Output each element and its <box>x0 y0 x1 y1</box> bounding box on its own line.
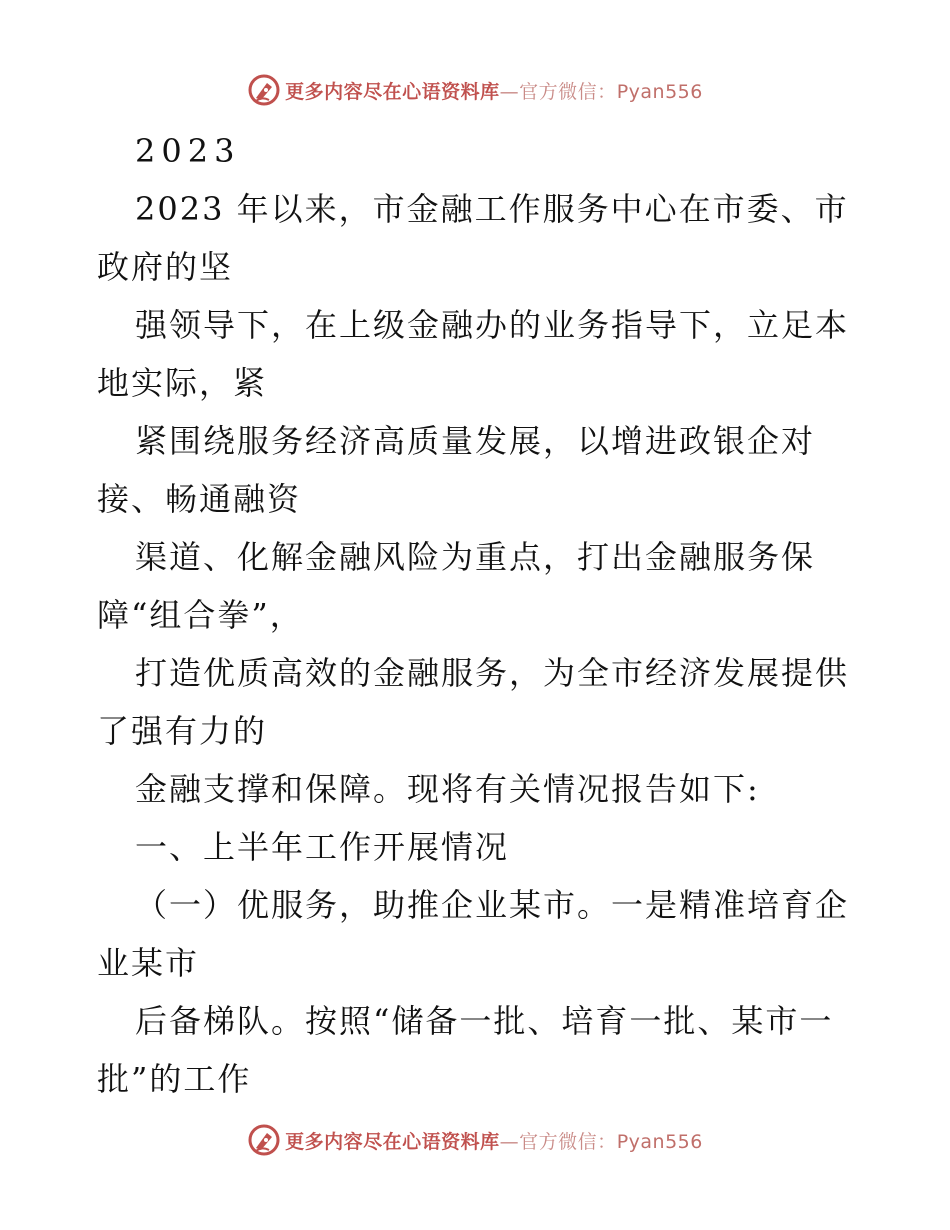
pen-nib-logo-icon <box>247 1123 281 1157</box>
watermark-wechat-label: 官方微信： <box>519 1130 617 1153</box>
document-paragraph: 强领导下，在上级金融办的业务指导下，立足本地实际，紧 <box>97 306 850 402</box>
watermark-wechat-id: Pyan556 <box>616 1130 703 1153</box>
pen-nib-logo-icon <box>247 73 281 107</box>
document-paragraph: 金融支撑和保障。现将有关情况报告如下: <box>135 770 760 808</box>
header-watermark <box>0 70 950 110</box>
watermark-text <box>285 1127 703 1154</box>
document-paragraph: 打造优质高效的金融服务，为全市经济发展提供了强有力的 <box>97 654 850 750</box>
watermark-separator: — <box>499 1130 520 1153</box>
watermark-text <box>285 77 703 104</box>
document-paragraph: 紧围绕服务经济高质量发展，以增进政银企对接、畅通融资 <box>97 422 816 518</box>
watermark-separator: — <box>499 80 520 103</box>
document-paragraph: 后备梯队。按照“储备一批、培育一批、某市一批”的工作 <box>97 1002 834 1098</box>
watermark-brand: 更多内容尽在心语资料库 <box>285 1130 500 1153</box>
document-paragraph: 2023 年以来，市金融工作服务中心在市委、市政府的坚 <box>97 190 849 286</box>
document-paragraph: （一）优服务，助推企业某市。一是精准培育企业某市 <box>97 886 850 982</box>
watermark-wechat-id: Pyan556 <box>616 80 703 103</box>
watermark-wechat-label: 官方微信： <box>519 80 617 103</box>
document-body <box>97 122 857 1108</box>
watermark-brand: 更多内容尽在心语资料库 <box>285 80 500 103</box>
section-heading: 一、上半年工作开展情况 <box>135 828 510 866</box>
document-heading-year: 2023 <box>135 132 241 170</box>
document-paragraph: 渠道、化解金融风险为重点，打出金融服务保障“组合拳”， <box>97 538 816 634</box>
footer-watermark <box>0 1120 950 1160</box>
